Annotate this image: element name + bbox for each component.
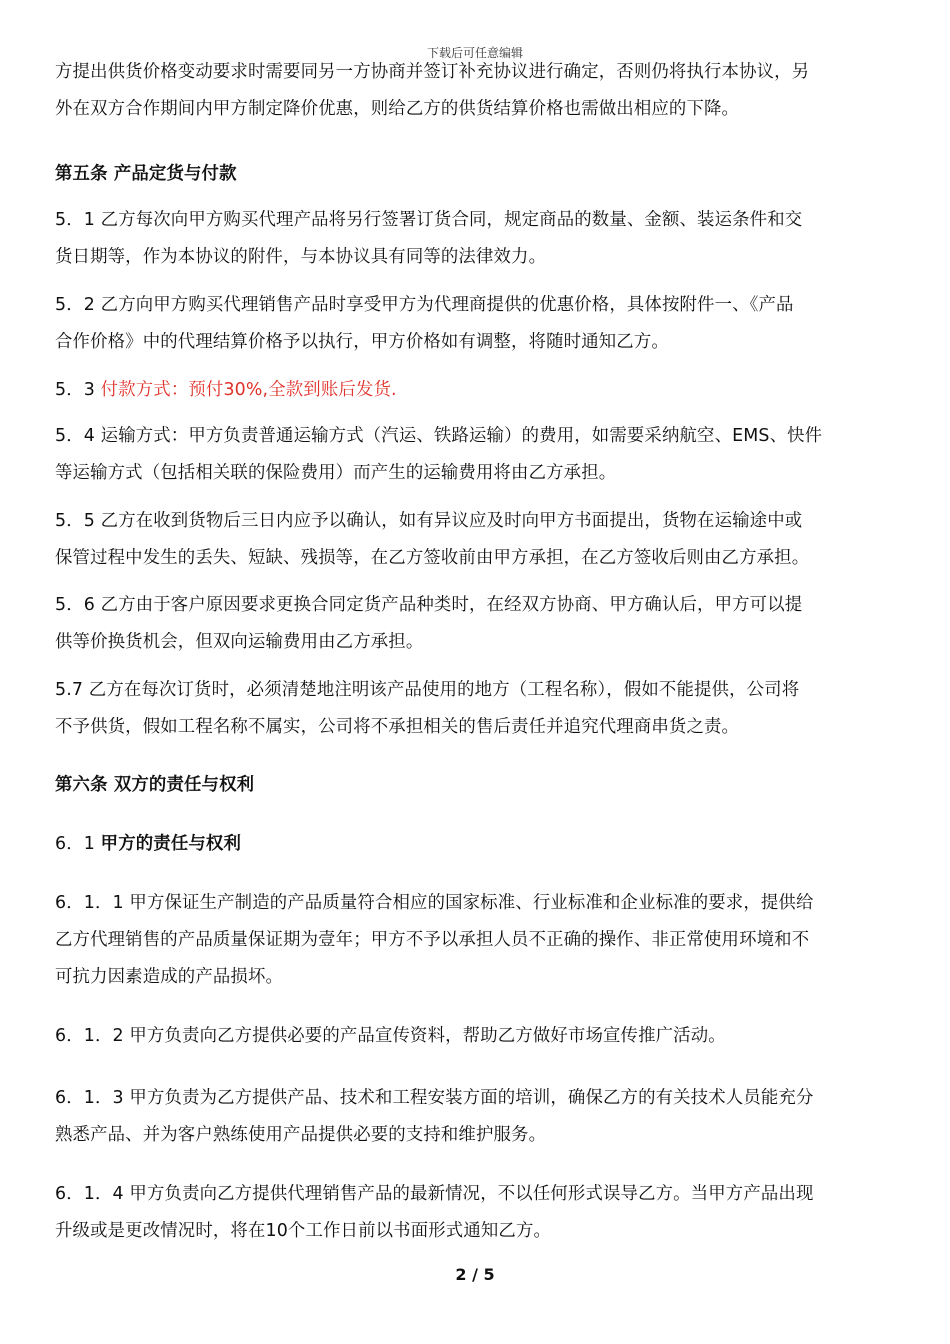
clause-6-1-4	[55, 1176, 895, 1250]
text-line: 5．6 乙方由于客户原因要求更换合同定货产品种类时，在经双方协商、甲方确认后，甲方可以提	[55, 595, 803, 615]
clause-5-7	[55, 672, 895, 746]
clause-5-3	[55, 372, 895, 409]
intro-paragraph	[55, 54, 895, 128]
clause-5-6	[55, 587, 895, 661]
text-line: 6．1．2 甲方负责向乙方提供必要的产品宣传资料，帮助乙方做好市场宣传推广活动。	[55, 1026, 726, 1046]
text-line: 熟悉产品、并为客户熟练使用产品提供必要的支持和维护服务。	[55, 1125, 547, 1145]
text-line: 5．5 乙方在收到货物后三日内应予以确认，如有异议应及时向甲方书面提出，货物在运输途中或	[55, 511, 803, 531]
section-number: 6．1	[55, 834, 101, 854]
text-line: 供等价换货机会，但双向运输费用由乙方承担。	[55, 632, 424, 652]
text-line: 方提出供货价格变动要求时需要同另一方协商并签订补充协议进行确定，否则仍将执行本协议，另	[55, 62, 810, 82]
clause-5-1	[55, 202, 895, 276]
clause-5-4	[55, 418, 895, 492]
section-6-1-heading	[55, 826, 895, 863]
clause-6-1-3	[55, 1080, 895, 1154]
clause-6-1-1	[55, 885, 895, 996]
text-line: 6．1．4 甲方负责向乙方提供代理销售产品的最新情况，不以任何形式误导乙方。当甲方产品出现	[55, 1184, 814, 1204]
clause-5-5	[55, 503, 895, 577]
article-5-heading: 第五条 产品定货与付款	[55, 164, 237, 184]
text-line: 升级或是更改情况时，将在10个工作日前以书面形式通知乙方。	[55, 1221, 552, 1241]
text-line: 6．1．1 甲方保证生产制造的产品质量符合相应的国家标准、行业标准和企业标准的要求，提供给	[55, 893, 814, 913]
text-line: 5.7 乙方在每次订货时，必须清楚地注明该产品使用的地方（工程名称），假如不能提供，公司将	[55, 680, 800, 700]
text-line: 外在双方合作期间内甲方制定降价优惠，则给乙方的供货结算价格也需做出相应的下降。	[55, 99, 740, 119]
text-line: 6．1．3 甲方负责为乙方提供产品、技术和工程安装方面的培训，确保乙方的有关技术人员能充分	[55, 1088, 814, 1108]
text-line: 保管过程中发生的丢失、短缺、残损等，在乙方签收前由甲方承担，在乙方签收后则由乙方承担。	[55, 548, 810, 568]
clause-6-1-2	[55, 1018, 895, 1055]
clause-5-2	[55, 287, 895, 361]
text-line: 5．4 运输方式：甲方负责普通运输方式（汽运、铁路运输）的费用，如需要采纳航空、EMS、快件	[55, 426, 823, 446]
text-line: 乙方代理销售的产品质量保证期为壹年；甲方不予以承担人员不正确的操作、非正常使用环境和不	[55, 930, 810, 950]
text-line: 5．1 乙方每次向甲方购买代理产品将另行签署订货合同，规定商品的数量、金额、装运条件和交	[55, 210, 803, 230]
page-number: 2 / 5	[455, 1265, 495, 1284]
text-line: 等运输方式（包括相关联的保险费用）而产生的运输费用将由乙方承担。	[55, 463, 617, 483]
text-line: 可抗力因素造成的产品损坏。	[55, 967, 284, 987]
text-line: 5．2 乙方向甲方购买代理销售产品时享受甲方为代理商提供的优惠价格，具体按附件一、《产品	[55, 295, 794, 315]
payment-terms-highlight: 付款方式：预付30%,全款到账后发货.	[100, 380, 397, 400]
clause-number: 5．3	[55, 380, 101, 400]
section-title: 甲方的责任与权利	[100, 834, 241, 854]
download-note: 下载后可任意编辑	[426, 46, 523, 60]
text-line: 不予供货，假如工程名称不属实，公司将不承担相关的售后责任并追究代理商串货之责。	[55, 717, 740, 737]
text-line: 货日期等，作为本协议的附件，与本协议具有同等的法律效力。	[55, 247, 547, 267]
text-line: 合作价格》中的代理结算价格予以执行，甲方价格如有调整，将随时通知乙方。	[55, 332, 669, 352]
article-6-heading: 第六条 双方的责任与权利	[55, 775, 255, 795]
